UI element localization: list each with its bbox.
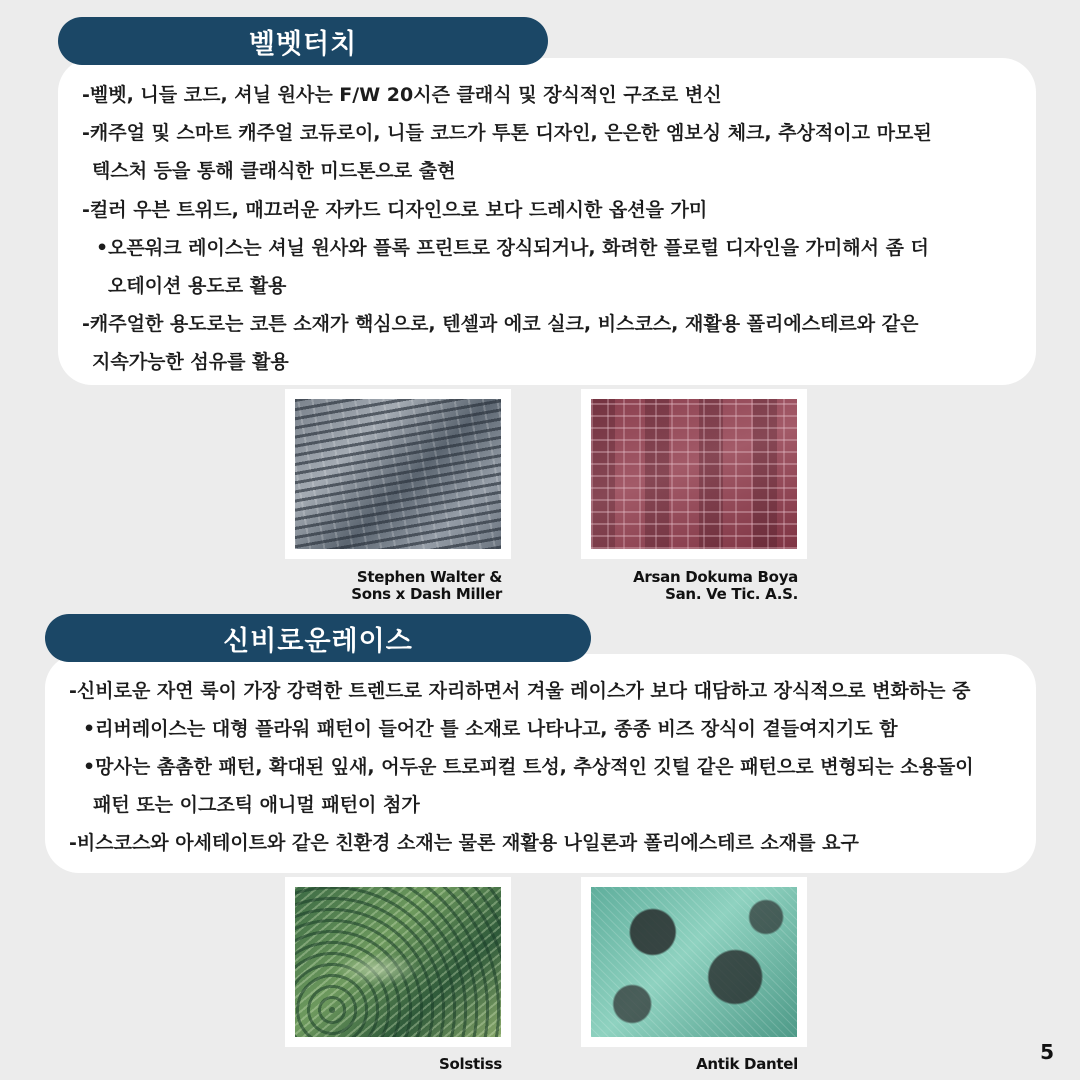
velvet-line-1: -벨벳, 니들 코드, 셔닐 원사는 F/W 20시즌 클래식 및 장식적인 구조로 변신 xyxy=(82,84,722,106)
velvet-line-4: -컬러 우븐 트위드, 매끄러운 자카드 디자인으로 보다 드레시한 옵션을 가미 xyxy=(82,199,708,221)
caption-line: Solstiss xyxy=(439,1055,502,1073)
lace-line-4: 패턴 또는 이그조틱 애니멀 패턴이 첨가 xyxy=(93,794,420,816)
lace-fabric-swatch-1 xyxy=(295,887,501,1037)
velvet-line-8: 지속가능한 섬유를 활용 xyxy=(92,351,289,373)
image-caption-stephen-walter xyxy=(285,569,502,603)
lace-section-card xyxy=(45,654,1036,873)
velvet-line-2: -캐주얼 및 스마트 캐주얼 코듀로이, 니들 코드가 투톤 디자인, 은은한 엠보싱 체크, 추상적이고 마모된 xyxy=(82,122,932,144)
velvet-line-5: •오픈워크 레이스는 셔닐 원사와 플록 프린트로 장식되거나, 화려한 플로럴 디자인을 가미해서 좀 더 xyxy=(96,237,929,259)
lace-section-title: 신비로운레이스 xyxy=(45,614,591,662)
velvet-section-title: 벨벳터치 xyxy=(58,17,548,65)
image-caption-solstiss xyxy=(285,1056,502,1073)
caption-line: Antik Dantel xyxy=(696,1055,798,1073)
velvet-section-card xyxy=(58,58,1036,385)
image-caption-antik-dantel xyxy=(581,1056,798,1073)
lace-line-2: •리버레이스는 대형 플라워 패턴이 들어간 틀 소재로 나타나고, 종종 비즈 장식이 곁들여지기도 함 xyxy=(83,718,898,740)
caption-line: Arsan Dokuma Boya xyxy=(633,568,798,586)
fabric-image-stephen-walter xyxy=(285,389,511,559)
velvet-line-3: 텍스처 등을 통해 클래식한 미드톤으로 출현 xyxy=(92,160,456,182)
page-number: 5 xyxy=(1040,1040,1054,1064)
velvet-line-7: -캐주얼한 용도로는 코튼 소재가 핵심으로, 텐셀과 에코 실크, 비스코스, 재활용 폴리에스테르와 같은 xyxy=(82,313,919,335)
caption-line: Sons x Dash Miller xyxy=(351,585,502,603)
lace-line-1: -신비로운 자연 룩이 가장 강력한 트렌드로 자리하면서 겨울 레이스가 보다 대담하고 장식적으로 변화하는 중 xyxy=(69,680,971,702)
fabric-image-antik-dantel xyxy=(581,877,807,1047)
fabric-image-solstiss xyxy=(285,877,511,1047)
velvet-fabric-swatch-1 xyxy=(295,399,501,549)
image-caption-arsan-dokuma xyxy=(581,569,798,603)
caption-line: San. Ve Tic. A.S. xyxy=(665,585,798,603)
lace-fabric-swatch-2 xyxy=(591,887,797,1037)
fabric-image-arsan-dokuma xyxy=(581,389,807,559)
caption-line: Stephen Walter & xyxy=(356,568,502,586)
velvet-line-6: 오테이션 용도로 활용 xyxy=(108,275,287,297)
lace-line-5: -비스코스와 아세테이트와 같은 친환경 소재는 물론 재활용 나일론과 폴리에스테르 소재를 요구 xyxy=(69,832,859,854)
lace-line-3: •망사는 촘촘한 패턴, 확대된 잎새, 어두운 트로피컬 트성, 추상적인 깃털 같은 패턴으로 변형되는 소용돌이 xyxy=(83,756,974,778)
velvet-fabric-swatch-2 xyxy=(591,399,797,549)
